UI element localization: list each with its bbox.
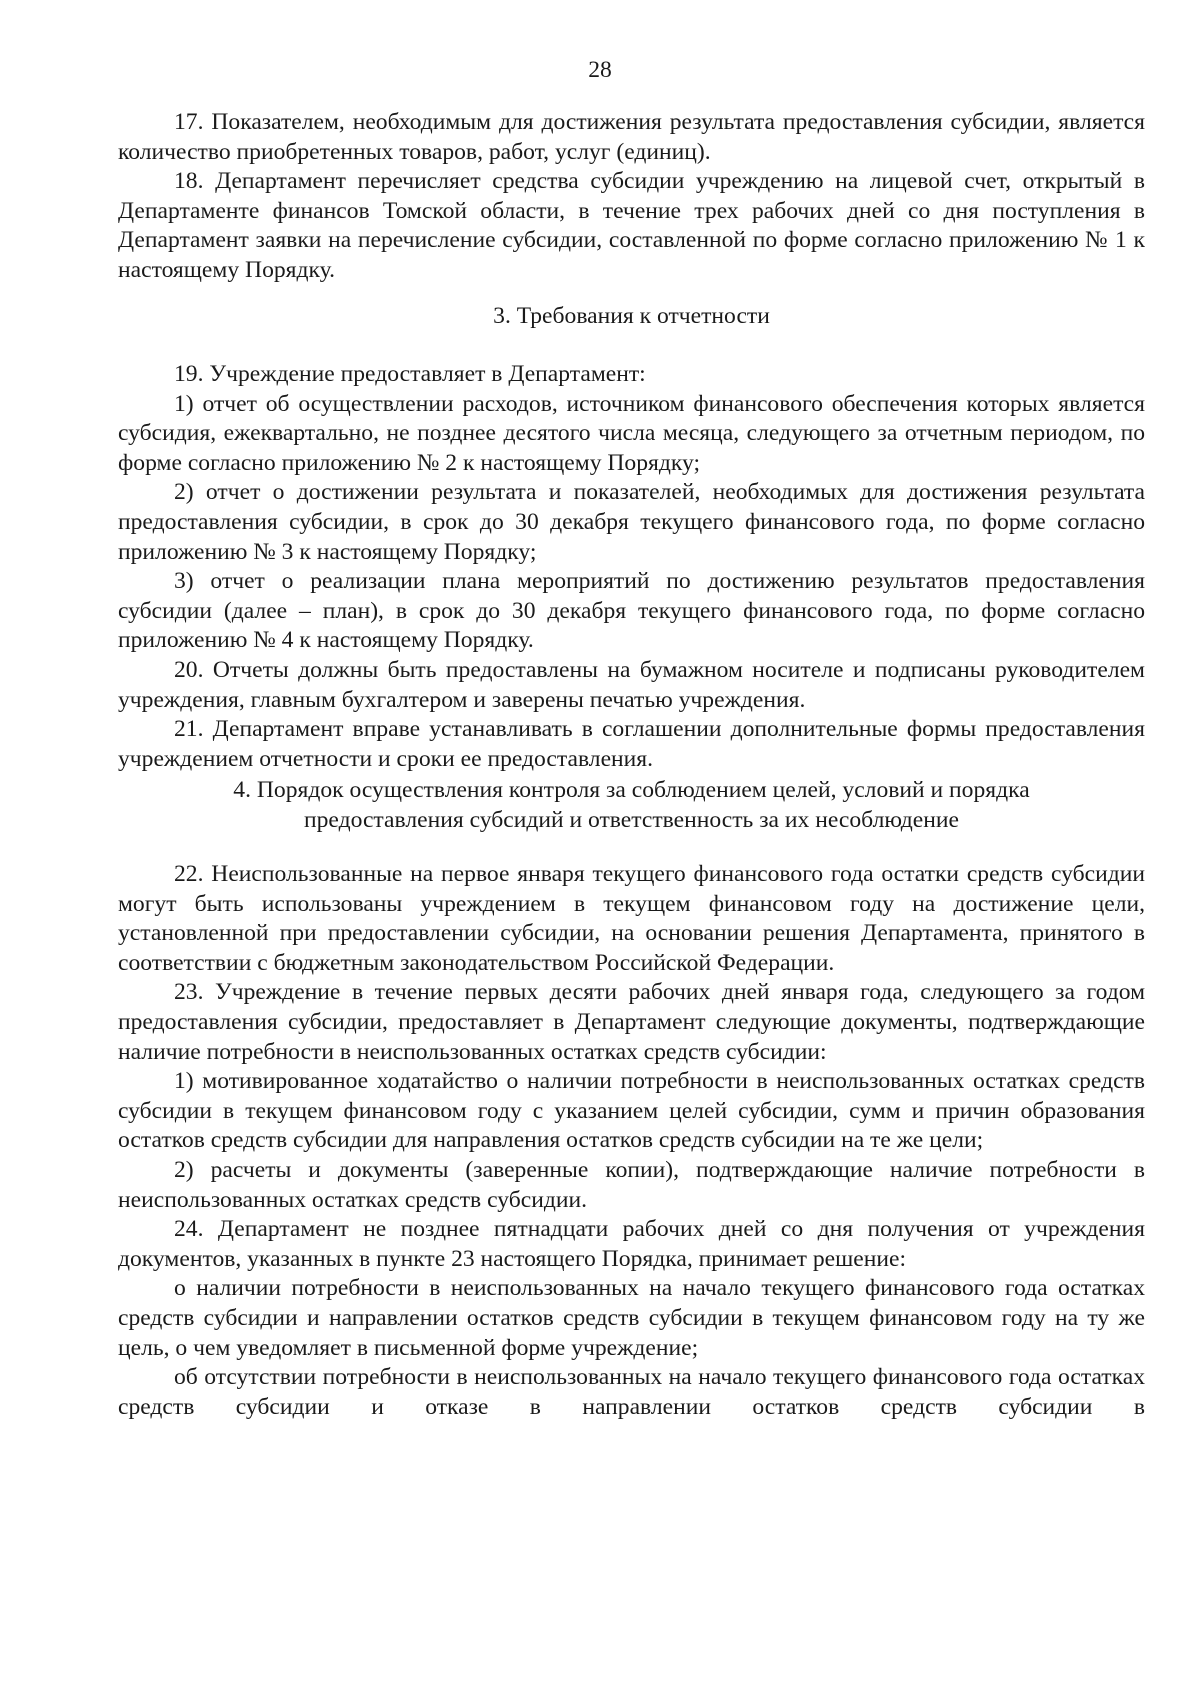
paragraph-22: 22. Неиспользованные на первое января текущего финансового года остатки средств субсидии могут быть использованы учреждением в текущем финансовом году на достижение цели, установленной при предоставлении субсидии, на основании решения Департамента, принятого в соответствии с бюджетным законодательством Российской Федерации. xyxy=(118,861,1145,976)
paragraph-23-item-1: 1) мотивированное ходатайство о наличии потребности в неиспользованных остатках средств субсидии в текущем финансовом году с указанием целей субсидии, сумм и причин образования остатков средств субсидии для направления остатков средств субсидии на те же цели; xyxy=(118,1068,1145,1154)
section-4-title-line-2: предоставления субсидий и ответственность за их несоблюдение xyxy=(303,806,959,833)
section-intro xyxy=(118,108,1145,286)
paragraph-19-item-2: 2) отчет о достижении результата и показателей, необходимых для достижения результата предоставления субсидии, в срок до 30 декабря текущего финансового года, по форме согласно приложению № 3 к настоящему Порядку; xyxy=(118,479,1145,565)
section-4-heading xyxy=(118,776,1145,835)
paragraph-19: 19. Учреждение предоставляет в Департамент: xyxy=(174,361,646,387)
paragraph-18: 18. Департамент перечисляет средства субсидии учреждению на лицевой счет, открытый в Департаменте финансов Томской области, в течение трех рабочих дней со дня поступления в Департамент заявки на перечисление субсидии, составленной по форме согласно приложению № 1 к настоящему Порядку. xyxy=(118,168,1145,283)
paragraph-19-item-3: 3) отчет о реализации плана мероприятий по достижению результатов предоставления субсидии (далее – план), в срок до 30 декабря текущего финансового года, по форме согласно приложению № 4 к настоящему Порядку. xyxy=(118,568,1145,654)
paragraph-17: 17. Показателем, необходимым для достижения результата предоставления субсидии, является количество приобретенных товаров, работ, услуг (единиц). xyxy=(118,109,1145,165)
paragraph-19-item-1: 1) отчет об осуществлении расходов, источником финансового обеспечения которых является субсидия, ежеквартально, не позднее десятого числа месяца, следующего за отчетным периодом, по форме согласно приложению № 2 к настоящему Порядку; xyxy=(118,390,1145,476)
section-3-body xyxy=(118,360,1145,774)
paragraph-24: 24. Департамент не позднее пятнадцати рабочих дней со дня получения от учреждения документов, указанных в пункте 23 настоящего Порядка, принимает решение: xyxy=(118,1216,1145,1272)
paragraph-23-item-2: 2) расчеты и документы (заверенные копии), подтверждающие наличие потребности в неиспользованных остатках средств субсидии. xyxy=(118,1156,1145,1213)
paragraph-24-option-2: об отсутствии потребности в неиспользованных на начало текущего финансового года остатках средств субсидии и отказе в направлении остатков средств субсидии в xyxy=(118,1364,1145,1420)
section-4-body xyxy=(118,860,1145,1422)
page-number: 28 xyxy=(588,57,612,83)
paragraph-23: 23. Учреждение в течение первых десяти рабочих дней января года, следующего за годом предоставления субсидии, предоставляет в Департамент следующие документы, подтверждающие наличие потребности в неиспользованных остатках средств субсидии: xyxy=(118,979,1145,1065)
paragraph-24-option-1: о наличии потребности в неиспользованных на начало текущего финансового года остатках средств субсидии и направлении остатков средств субсидии в текущем финансовом году на ту же цель, о чем уведомляет в письменной форме учреждение; xyxy=(118,1275,1145,1361)
paragraph-21: 21. Департамент вправе устанавливать в соглашении дополнительные формы предоставления учреждением отчетности и сроки ее предоставления. xyxy=(118,716,1145,772)
section-4-title-line-1: 4. Порядок осуществления контроля за соблюдением целей, условий и порядка xyxy=(233,777,1030,803)
section-3-title: 3. Требования к отчетности xyxy=(493,303,770,329)
paragraph-20: 20. Отчеты должны быть предоставлены на бумажном носителе и подписаны руководителем учреждения, главным бухгалтером и заверены печатью учреждения. xyxy=(118,656,1145,713)
section-3-heading xyxy=(118,302,1145,332)
